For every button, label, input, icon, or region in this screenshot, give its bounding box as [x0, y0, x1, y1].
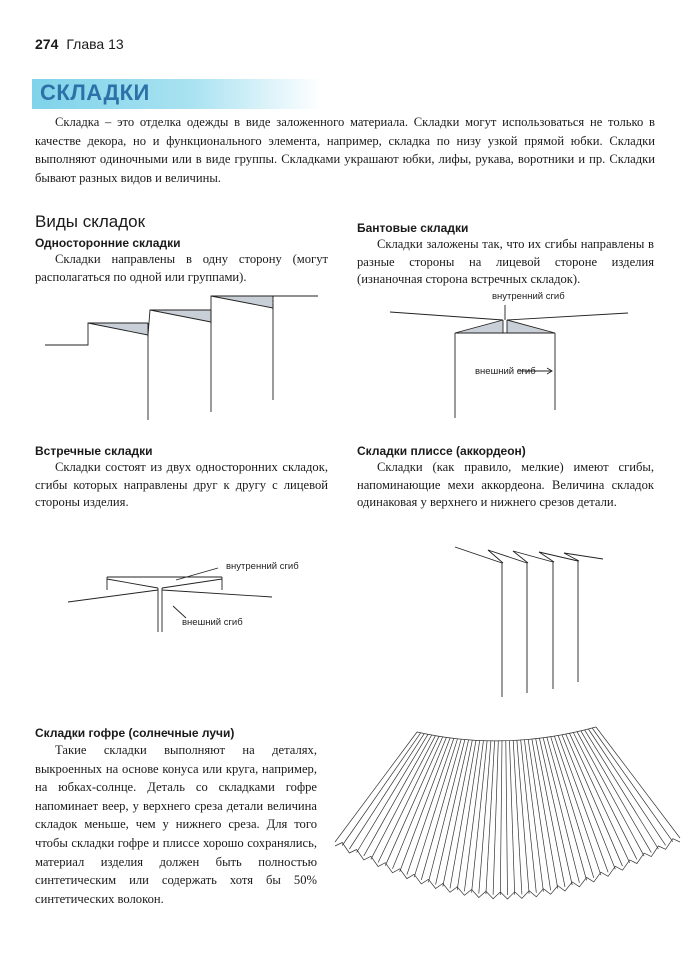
sunray-heading: Складки гофре (солнечные лучи) — [35, 726, 235, 740]
section-title: Виды складок — [35, 212, 146, 231]
inverted-outer-fold-label: внешний сгиб — [182, 617, 243, 628]
inverted-heading: Встречные складки — [35, 444, 153, 458]
inverted-inner-fold-label: внутренний сгиб — [226, 561, 299, 572]
plisse-text: Складки (как правило, мелкие) имеют сгибы, напоминающие мехи аккордеона. Величина складок одинаковая у верхнего и нижнего срезов детали. — [357, 460, 654, 509]
page-number: 274 — [35, 36, 59, 52]
plisse-heading: Складки плиссе (аккордеон) — [357, 444, 526, 458]
box-pleats-diagram — [390, 305, 628, 418]
sunray-text: Такие складки выполняют на деталях, выкроенных на основе конуса или круга, например, на юбках-солнце. Деталь со складками гофре напоминает веер, у верхнего среза детали величина складок меньше, чем у нижнего среза. Для того чтобы складки гофре и плиссе хорошо сохранялись, материал изделия должен быть полностью синтетическим или содержать хотя бы 50% синтетических волокон. — [35, 743, 317, 906]
one-sided-text: Складки направлены в одну сторону (могут располагаться по одной или группами). — [35, 252, 328, 284]
inverted-text: Складки состоят из двух односторонних складок, сгибы которых направлены друг к другу с лицевой стороны изделия. — [35, 460, 328, 509]
chapter-label: Глава 13 — [66, 36, 124, 52]
box-heading: Бантовые складки — [357, 221, 469, 235]
one-sided-heading: Односторонние складки — [35, 236, 181, 250]
accordion-pleats-diagram — [455, 547, 603, 697]
page-title: СКЛАДКИ — [40, 80, 150, 105]
one-sided-pleats-diagram — [45, 296, 318, 420]
box-outer-fold-label: внешний сгиб — [475, 366, 536, 377]
box-inner-fold-label: внутренний сгиб — [492, 291, 565, 302]
box-text: Складки заложены так, что их сгибы направлены в разные стороны на лицевой стороне изделия (изнаночная сторона встречных складок). — [357, 237, 654, 286]
sunray-pleats-diagram — [335, 727, 680, 899]
intro-paragraph: Складка – это отделка одежды в виде заложенного материала. Складки могут использоваться не только в качестве декора, но и функционального элемента, например, складка по низу узкой прямой юбки. Складки выполняют одиночными или в виде группы. Складками украшают юбки, лифы, рукава, воротники и пр. Складки бывают разных видов и величины. — [35, 115, 655, 185]
